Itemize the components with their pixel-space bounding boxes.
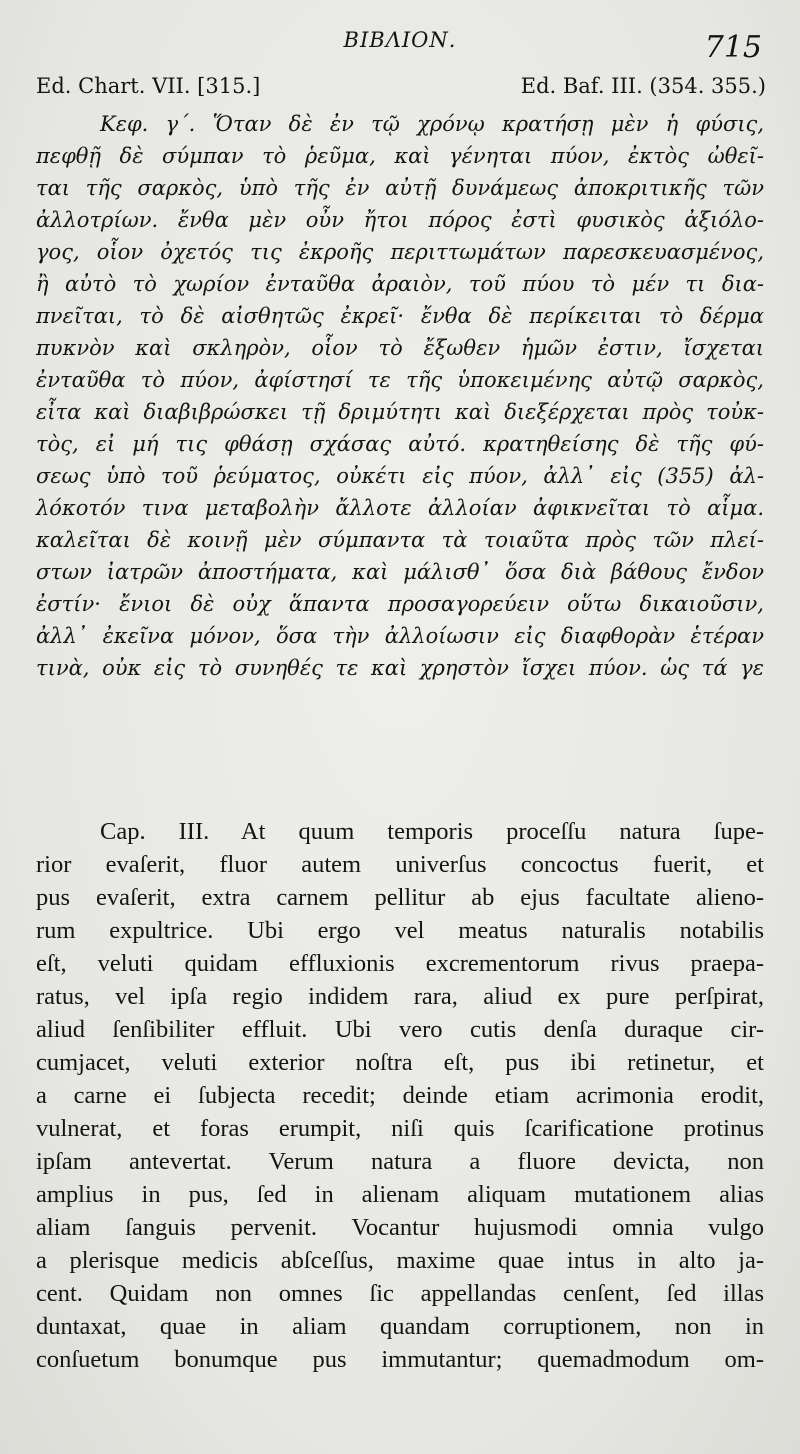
edition-reference-right: Ed. Baf. III. (354. 355.)	[520, 74, 766, 98]
greek-line: ται τῆς σαρκὸς, ὑπὸ τῆς ἐν αὐτῇ δυνάμεως ἀποκριτικῆς τῶν	[36, 176, 764, 200]
greek-line: ἀλλοτρίων. ἔνθα μὲν οὖν ἤτοι πόρος ἐστὶ φυσικὸς ἀξιόλο-	[36, 208, 764, 232]
greek-line: πνεῖται, τὸ δὲ αἰσθητῶς ἐκρεῖ· ἔνθα δὲ περίκειται τὸ δέρμα	[36, 304, 764, 328]
greek-line: στων ἰατρῶν ἀποστήματα, καὶ μάλισθ᾽ ὅσα διὰ βάθους ἔνδον	[36, 560, 764, 584]
edition-reference-left: Ed. Chart. VII. [315.]	[36, 74, 261, 98]
latin-line: Cap. III. At quum temporis proceſſu natura ſupe-	[100, 818, 764, 845]
latin-line: vulnerat, et foras erumpit, niſi quis ſcarificatione protinus	[36, 1115, 764, 1142]
greek-line: τινὰ, οὐκ εἰς τὸ συνηθές τε καὶ χρηστὸν ἴσχει πύον. ὡς τά γε	[36, 656, 764, 680]
greek-line: καλεῖται δὲ κοινῇ μὲν σύμπαντα τὰ τοιαῦτα πρὸς τῶν πλεί-	[36, 528, 764, 552]
latin-line: pus evaſerit, extra carnem pellitur ab ejus facultate alieno-	[36, 884, 764, 911]
latin-line: aliam ſanguis pervenit. Vocantur hujusmodi omnia vulgo	[36, 1214, 764, 1241]
latin-line: ipſam antevertat. Verum natura a fluore devicta, non	[36, 1148, 764, 1175]
latin-line: rum expultrice. Ubi ergo vel meatus naturalis notabilis	[36, 917, 764, 944]
greek-line: πυκνὸν καὶ σκληρὸν, οἷον τὸ ἔξωθεν ἡμῶν ἐστιν, ἴσχεται	[36, 336, 764, 360]
greek-line: λόκοτόν τινα μεταβολὴν ἄλλοτε ἀλλοίαν ἀφικνεῖται τὸ αἷμα.	[36, 496, 764, 520]
latin-line: cumjacet, veluti exterior noſtra eſt, pus ibi retinetur, et	[36, 1049, 764, 1076]
latin-line: rior evaſerit, fluor autem univerſus concoctus fuerit, et	[36, 851, 764, 878]
greek-line: τὸς, εἰ μή τις φθάσῃ σχάσας αὐτό. κρατηθείσης δὲ τῆς φύ-	[36, 432, 764, 456]
latin-line: eſt, veluti quidam effluxionis excrementorum rivus praepa-	[36, 950, 764, 977]
latin-line: duntaxat, quae in aliam quandam corruptionem, non in	[36, 1313, 764, 1340]
latin-line: cent. Quidam non omnes ſic appellandas cenſent, ſed illas	[36, 1280, 764, 1307]
running-title: BIBΛΙΟΝ.	[343, 28, 457, 52]
greek-line: ἐστίν· ἔνιοι δὲ οὐχ ἅπαντα προσαγορεύειν οὕτω δικαιοῦσιν,	[36, 592, 764, 616]
greek-line: ἢ αὐτὸ τὸ χωρίον ἐνταῦθα ἀραιὸν, τοῦ πύου τὸ μέν τι δια-	[36, 272, 764, 296]
latin-line: a plerisque medicis abſceſſus, maxime quae intus in alto ja-	[36, 1247, 764, 1274]
greek-line: ἀλλ᾽ ἐκεῖνα μόνον, ὅσα τὴν ἀλλοίωσιν εἰς διαφθορὰν ἑτέραν	[36, 624, 764, 648]
greek-line: Κεφ. γ΄. Ὅταν δὲ ἐν τῷ χρόνῳ κρατήσῃ μὲν ἡ φύσις,	[100, 112, 764, 136]
latin-line: conſuetum bonumque pus immutantur; quemadmodum om-	[36, 1346, 764, 1373]
latin-line: ratus, vel ipſa regio indidem rara, aliud ex pure perſpirat,	[36, 983, 764, 1010]
latin-line: amplius in pus, ſed in alienam aliquam mutationem alias	[36, 1181, 764, 1208]
greek-line: σεως ὑπὸ τοῦ ῥεύματος, οὐκέτι εἰς πύον, ἀλλ᾽ εἰς (355) ἀλ-	[36, 464, 764, 488]
latin-line: a carne ei ſubjecta recedit; deinde etiam acrimonia erodit,	[36, 1082, 764, 1109]
page-number: 715	[704, 30, 762, 65]
greek-line: ἐνταῦθα τὸ πύον, ἀφίστησί τε τῆς ὑποκειμένης αὐτῷ σαρκὸς,	[36, 368, 764, 392]
greek-line: εἶτα καὶ διαβιβρώσκει τῇ δριμύτητι καὶ διεξέρχεται πρὸς τοὐκ-	[36, 400, 764, 424]
latin-line: aliud ſenſibiliter effluit. Ubi vero cutis denſa duraque cir-	[36, 1016, 764, 1043]
greek-line: γος, οἷον ὀχετός τις ἐκροῆς περιττωμάτων παρεσκευασμένος,	[36, 240, 764, 264]
greek-line: πεφθῇ δὲ σύμπαν τὸ ῥεῦμα, καὶ γένηται πύον, ἐκτὸς ὠθεῖ-	[36, 144, 764, 168]
